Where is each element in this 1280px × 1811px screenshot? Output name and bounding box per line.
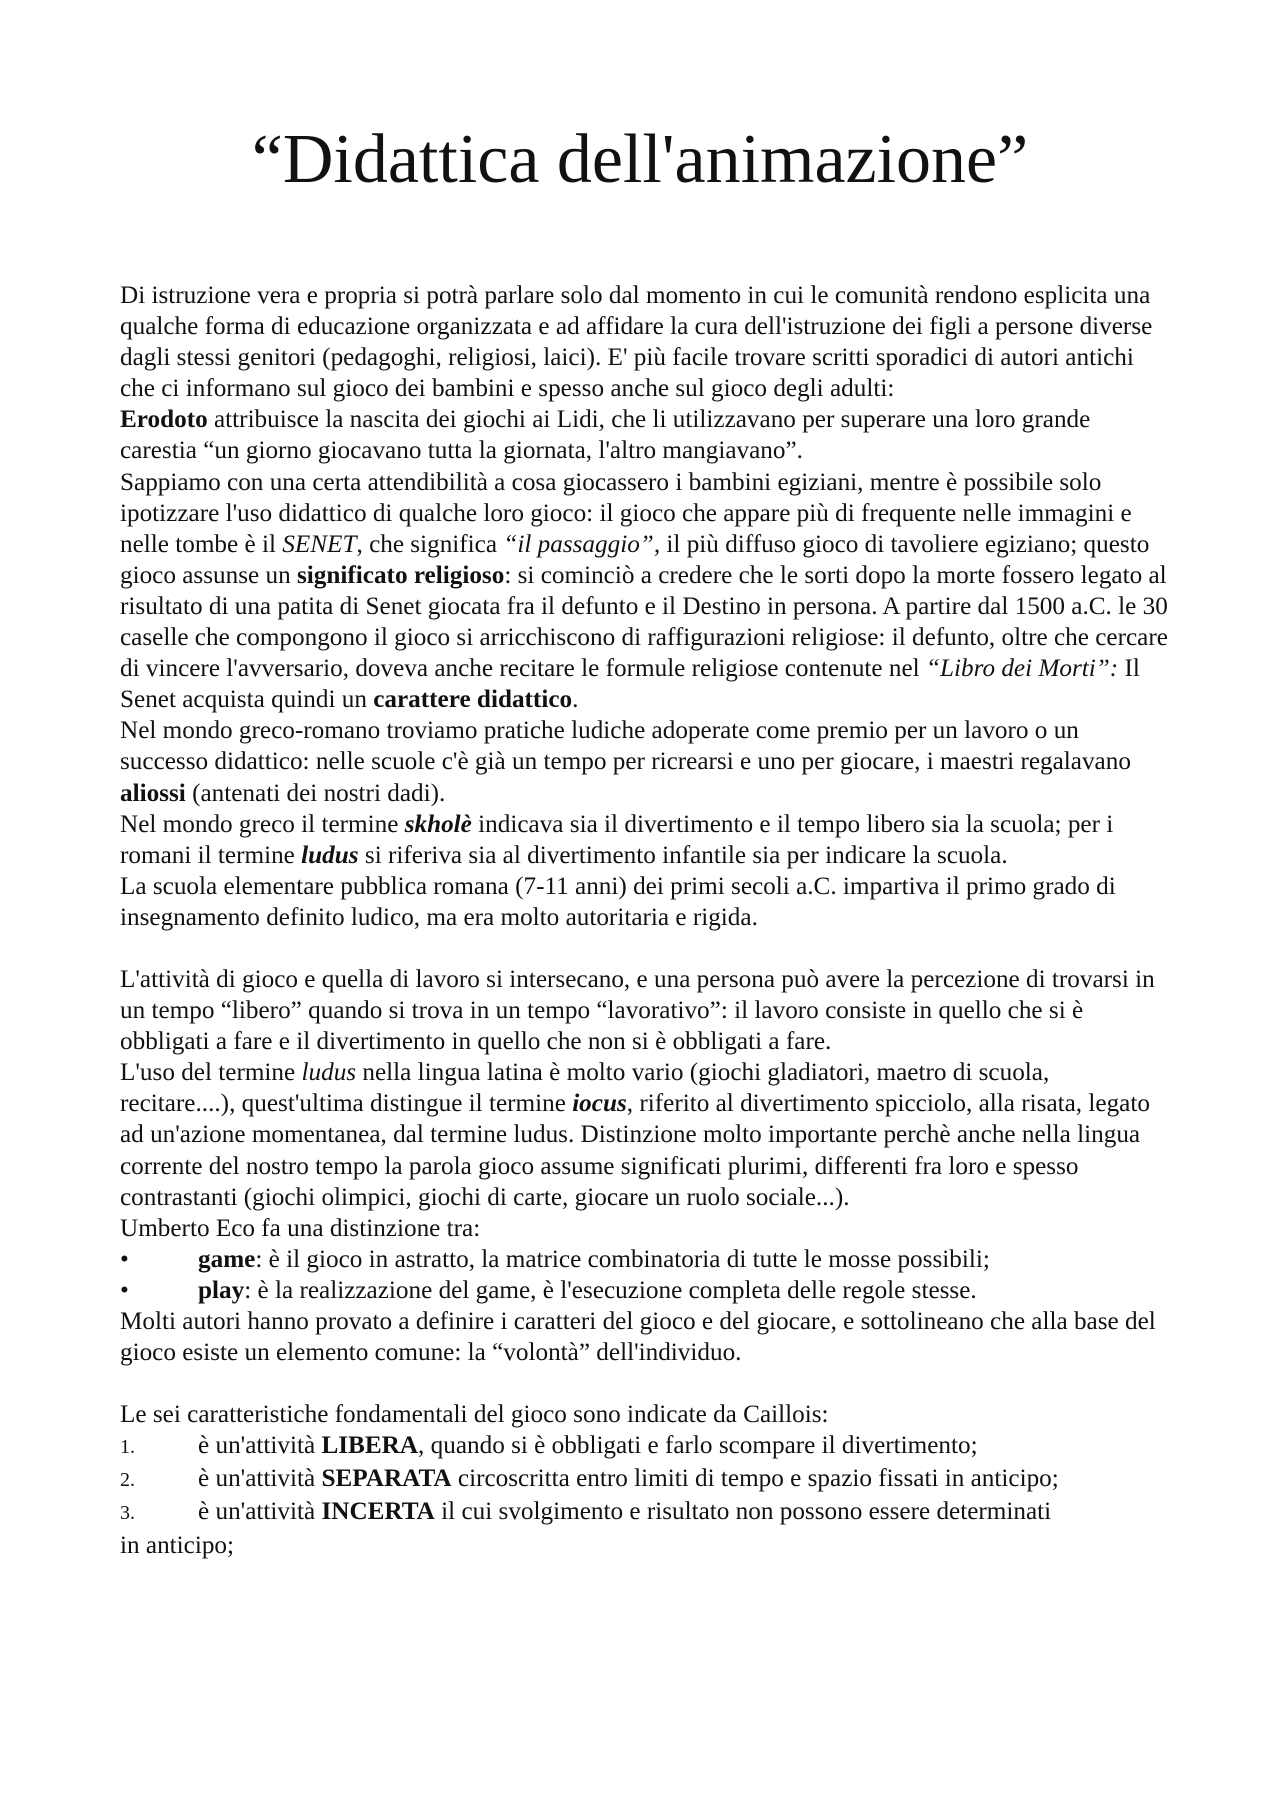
- numbered-item: [120, 1496, 1170, 1529]
- bullet-text: [198, 1275, 977, 1306]
- text-run: si riferiva sia al divertimento infantile sia per indicare la scuola.: [358, 841, 1008, 869]
- bold-term: SEPARATA: [321, 1465, 452, 1493]
- text-run: attribuisce la nascita dei giochi ai Lidi, che li utilizzavano per superare una loro grande carestia “un giorno giocavano tutta la giornata, l'altro mangiavano”.: [120, 406, 1091, 465]
- document-body: [120, 280, 1170, 1561]
- number-marker: 3.: [120, 1502, 135, 1525]
- text-run: Nel mondo greco-romano troviamo pratiche ludiche adoperate come premio per un lavoro o un successo didattico: nelle scuole c'è già un tempo per ricrearsi e uno per giocare, i maestri regalavano: [120, 717, 1131, 776]
- text-run: : si cominciò a credere che le sorti dopo la morte fossero legato al risultato di una patita di Senet giocata fra il defunto e il Destino in persona. A partire dal 1500 a.C. le 30 caselle che compongono il gioco si arricchiscono di raffigurazioni religiose: il defunto, oltre che cercare di vincere l'avversario, doveva anche recitare le formule religiose contenute nel: [120, 561, 1168, 683]
- text-run: è un'attività: [198, 1465, 322, 1493]
- bullet-marker: •: [120, 1276, 129, 1304]
- paragraph-gap: [120, 1368, 1170, 1399]
- italic-term: ludus: [301, 1059, 357, 1087]
- text-run: è un'attività: [198, 1498, 322, 1526]
- bold-italic-term: iocus: [572, 1090, 627, 1118]
- text-run: Sappiamo con una certa attendibilità a cosa giocassero i bambini egiziani, mentre è possibile solo ipotizzare l'uso didattico di qualche loro gioco: il gioco che appare più di frequente nelle immagini e nelle tombe è il: [120, 468, 1132, 558]
- text-run: , riferito al divertimento spicciolo, alla risata, legato ad un'azione momentanea, dal termine ludus. Distinzione molto importante perchè anche nella lingua corrente del nostro tempo la parola gioco assume significati plurimi, differenti fra loro e spesso contrastanti (giochi olimpici, giochi di carte, giocare un ruolo sociale...).: [120, 1090, 1150, 1211]
- bullet-text: [198, 1244, 990, 1275]
- text-run: è un'attività: [198, 1432, 322, 1460]
- number-marker: 2.: [120, 1469, 135, 1492]
- paragraph-ludus: [120, 1057, 1170, 1212]
- text-run: il più diffuso gioco di tavoliere egiziano; questo gioco assunse un: [120, 530, 1150, 589]
- numbered-text: [198, 1496, 1051, 1527]
- numbered-item-continuation: in anticipo;: [120, 1531, 235, 1559]
- text-run: : è il gioco in astratto, la matrice combinatoria di tutte le mosse possibili;: [255, 1245, 990, 1273]
- bold-term: INCERTA: [321, 1498, 435, 1526]
- text-run: Il Senet acquista quindi un: [120, 655, 1140, 714]
- italic-term: “il passaggio”,: [503, 530, 661, 558]
- paragraph-intro: Di istruzione vera e propria si potrà parlare solo dal momento in cui le comunità rendono esplicita una qualche forma di educazione organizzata e ad affidare la cura dell'istruzione dei figli a persone diverse dagli stessi genitori (pedagoghi, religiosi, laici). E' più facile trovare scritti sporadici di autori antichi che ci informano sul gioco dei bambini e spesso anche sul gioco degli adulti:: [120, 282, 1153, 403]
- text-run: il cui svolgimento e risultato non possono essere determinati: [434, 1498, 1052, 1526]
- bold-italic-term: skholè: [404, 810, 472, 838]
- text-run: indicava sia il divertimento e il tempo libero sia la scuola; per i romani il termine: [120, 810, 1114, 869]
- italic-term: SENET: [282, 530, 357, 558]
- text-run: circoscritta entro limiti di tempo e spazio fissati in anticipo;: [451, 1465, 1059, 1493]
- bold-term: carattere didattico: [373, 686, 573, 714]
- paragraph-erodoto: [120, 404, 1170, 466]
- paragraph-skhole: [120, 809, 1170, 871]
- bold-term: aliossi: [120, 779, 186, 807]
- text-run: L'uso del termine: [120, 1059, 302, 1087]
- text-run: nella lingua latina è molto vario (giochi gladiatori, maetro di scuola, recitare....), quest'ultima distingue il termine: [120, 1059, 1050, 1118]
- text-run: , che significa: [356, 530, 504, 558]
- bold-term: LIBERA: [321, 1432, 419, 1460]
- bold-term: Erodoto: [120, 406, 208, 434]
- text-run: Nel mondo greco il termine: [120, 810, 405, 838]
- bullet-item: [120, 1244, 1170, 1275]
- italic-term: “Libro dei Morti”:: [925, 655, 1119, 683]
- paragraph-volonta: Molti autori hanno provato a definire i caratteri del gioco e del giocare, e sottolineano che alla base del gioco esiste un elemento comune: la “volontà” dell'individuo.: [120, 1308, 1156, 1367]
- bullet-item: [120, 1275, 1170, 1306]
- paragraph-scuola-romana: La scuola elementare pubblica romana (7-11 anni) dei primi secoli a.C. impartiva il primo grado di insegnamento definito ludico, ma era molto autoritaria e rigida.: [120, 872, 1116, 931]
- paragraph-caillois: Le sei caratteristiche fondamentali del gioco sono indicate da Caillois:: [120, 1401, 829, 1429]
- numbered-item: [120, 1430, 1170, 1463]
- numbered-item: [120, 1463, 1170, 1496]
- text-run: (antenati dei nostri dadi).: [185, 779, 446, 807]
- paragraph-eco: Umberto Eco fa una distinzione tra:: [120, 1214, 481, 1242]
- paragraph-greco-romano: [120, 715, 1170, 808]
- bullet-marker: •: [120, 1245, 129, 1273]
- page-title: “Didattica dell'animazione”: [251, 121, 1029, 198]
- text-run: .: [572, 686, 579, 714]
- numbered-text: [198, 1430, 978, 1461]
- paragraph-gap: [120, 933, 1170, 964]
- numbered-text: [198, 1463, 1059, 1494]
- paragraph-lavoro: L'attività di gioco e quella di lavoro si intersecano, e una persona può avere la percezione di trovarsi in un tempo “libero” quando si trova in un tempo “lavorativo”: il lavoro consiste in quello che si è obbligati a fare e il divertimento in quello che non si è obbligati a fare.: [120, 965, 1155, 1056]
- bold-term: game: [198, 1245, 256, 1273]
- paragraph-egitto: [120, 467, 1170, 716]
- text-run: : è la realizzazione del game, è l'esecuzione completa delle regole stesse.: [244, 1276, 977, 1304]
- text-run: , quando si è obbligati e farlo scompare il divertimento;: [418, 1432, 978, 1460]
- number-marker: 1.: [120, 1436, 135, 1459]
- bold-italic-term: ludus: [301, 841, 359, 869]
- bold-term: significato religioso: [297, 561, 505, 589]
- bold-term: play: [198, 1276, 245, 1304]
